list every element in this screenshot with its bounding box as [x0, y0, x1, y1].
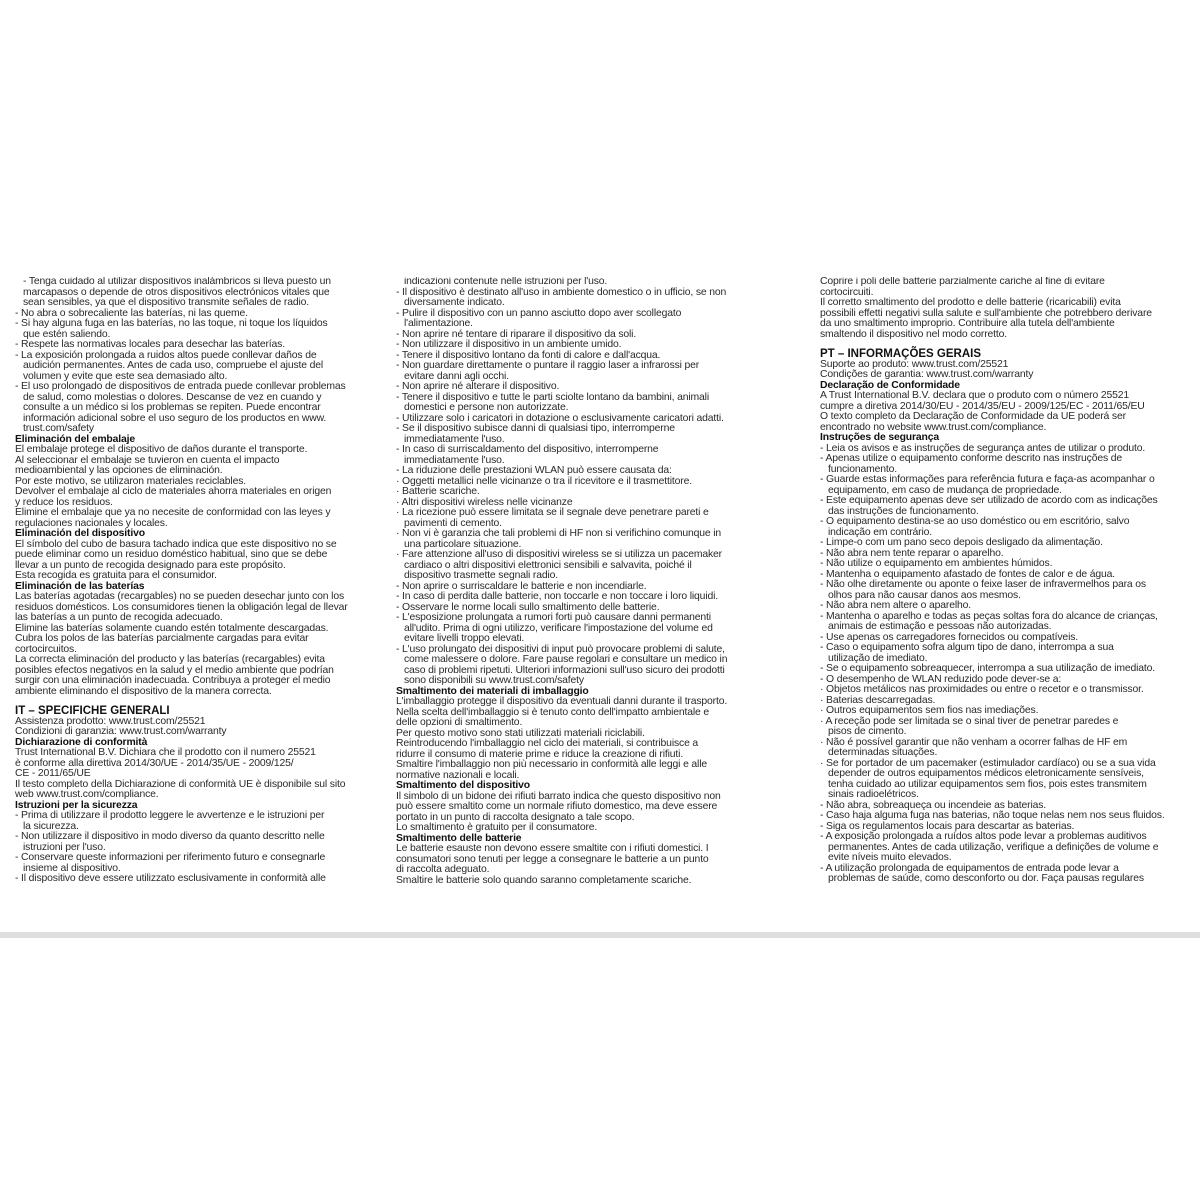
text-line: Il testo completo della Dichiarazione di conformità UE è disponibile sul sito — [15, 778, 346, 790]
text-line: dispositivo trasmette segnali radio. — [404, 570, 559, 581]
text-line: pavimenti di cemento. — [404, 517, 502, 529]
column-it — [396, 277, 771, 886]
text-line: Suporte ao produto: www.trust.com/25521 — [820, 358, 1009, 370]
text-line: - Si hay alguna fuga en las baterías, no las toque, ni toque los líquidos — [15, 318, 328, 329]
text-line: una particolare situazione. — [404, 538, 522, 550]
text-line: Lo smaltimento è gratuito per il consumatore. — [396, 822, 598, 833]
text-line: evitare danni agli occhi. — [404, 370, 509, 382]
text-line: trust.com/safety — [23, 423, 94, 434]
text-line: - Tenere il dispositivo e tutte le parti sciolte lontano da bambini, animali — [396, 391, 710, 403]
text-line: - In caso di perdita dalle batterie, non toccarle e non toccare i loro liquidi. — [396, 591, 718, 602]
text-line: tenha cuidado ao utilizar equipamentos sem fios, pois estes transmitem — [828, 778, 1147, 790]
subsection-heading: Istruzioni per la sicurezza — [15, 799, 138, 811]
text-line: olhos para não causar danos aos mesmos. — [828, 589, 1021, 601]
text-line: surgir con una eliminación inadecuada. Contribuya a proteger el medio — [15, 675, 331, 686]
text-line: audición permanentes. Antes de cada uso, compruebe el ajuste del — [23, 360, 324, 371]
text-line: - Apenas utilize o equipamento conforme descrito nas instruções de — [820, 453, 1122, 464]
text-line: - O desempenho de WLAN reduzido pode dever-se a: — [820, 673, 1062, 685]
text-line: · Se for portador de um pacemaker (estimulador cardíaco) ou se a sua vida — [820, 757, 1156, 769]
text-line: - Respete las normativas locales para desechar las baterías. — [15, 339, 285, 350]
text-line: - Il dispositivo deve essere utilizzato esclusivamente in conformità alle — [15, 873, 326, 884]
bottom-divider — [0, 932, 1200, 938]
text-line: Elimine las baterías solamente cuando estén totalmente descargadas. — [15, 622, 329, 634]
text-line: caso di problemi ripetuti. Ulteriori informazioni sull'uso sicuro dei prodotti — [404, 664, 725, 676]
text-line: - No abra o sobrecaliente las baterías, ni las queme. — [15, 307, 248, 319]
text-line: - In caso di surriscaldamento del dispositivo, interromperne — [396, 444, 659, 455]
text-line: Reintroducendo l'imballaggio nel ciclo dei materiali, si contribuisce a — [396, 738, 699, 749]
text-line: sinais radioelétricos. — [828, 789, 919, 800]
text-line: può essere smaltito come un normale rifiuto domestico, ma deve essere — [396, 801, 718, 812]
text-line: posibles efectos negativos en la salud y el medio ambiente que podrían — [15, 664, 334, 676]
text-line: · A receção pode ser limitada se o sinal tiver de penetrar paredes e — [820, 715, 1119, 727]
text-line: - Não utilize o equipamento em ambientes húmidos. — [820, 558, 1053, 569]
text-line: - Limpe-o com um pano seco depois desligado da alimentação. — [820, 537, 1103, 548]
text-line: das instruções de funcionamento. — [828, 505, 979, 517]
text-line: domestici e persone non autorizzate. — [404, 402, 569, 413]
text-line: - Não abra nem altere o aparelho. — [820, 600, 972, 611]
text-line: problemas de saúde, como desconforto ou dor. Faça pausas regulares — [828, 873, 1144, 884]
text-line: - Siga os regulamentos locais para descartar as baterias. — [820, 820, 1075, 832]
text-line: è conforme alla direttiva 2014/30/UE - 2014/35/UE - 2009/125/ — [15, 757, 294, 769]
text-line: pisos de cimento. — [828, 726, 907, 737]
text-line: funcionamento. — [828, 463, 897, 475]
text-line: Smaltire l'imballaggio non più necessario in conformità alle leggi e alle — [396, 759, 708, 770]
text-line: - Tenga cuidado al utilizar dispositivos inalámbricos si lleva puesto un — [23, 277, 331, 287]
text-line: - Use apenas os carregadores fornecidos ou compatíveis. — [820, 631, 1079, 643]
text-line: portato in un punto di raccolta designato a tale scopo. — [396, 811, 635, 823]
text-line: · Non vi è garanzia che tali problemi di HF non si verifichino comunque in — [396, 528, 722, 539]
text-line: - Prima di utilizzare il prodotto leggere le avvertenze e le istruzioni per — [15, 810, 325, 821]
text-line: l'alimentazione. — [404, 318, 473, 329]
text-line: - Caso o equipamento sofra algum tipo de dano, interrompa a sua — [820, 642, 1114, 653]
text-line: El símbolo del cubo de basura tachado indica que este dispositivo no se — [15, 538, 337, 550]
text-line: sono disponibili su www.trust.com/safety — [404, 675, 584, 686]
subsection-heading: Declaração de Conformidade — [820, 379, 960, 391]
text-line: - A utilização prolongada de equipamentos de entrada pode levar a — [820, 862, 1119, 874]
text-line: - Guarde estas informações para referência futura e faça-as acompanhar o — [820, 474, 1155, 485]
text-line: - Non guardare direttamente o puntare il raggio laser a infrarossi per — [396, 360, 700, 371]
text-line: llevar a un punto de recogida designado para este propósito. — [15, 559, 286, 571]
text-line: consulte a un médico si los problemas se repiten. Puede encontrar — [23, 402, 321, 413]
text-line: - Osservare le norme locali sullo smaltimento delle batterie. — [396, 601, 660, 613]
text-line: Devolver el embalaje al ciclo de materiales ahorra materiales en origen — [15, 486, 332, 497]
text-line: Condições de garantia: www.trust.com/warranty — [820, 369, 1034, 380]
text-line: indicazioni contenute nelle istruzioni per l'uso. — [404, 277, 608, 287]
text-line: possibili effetti negativi sulla salute e sull'ambiente che potrebbero derivare — [820, 307, 1152, 319]
text-line: marcapasos o depende de otros dispositivos electrónicos vitales que — [23, 286, 330, 298]
text-line: Assistenza prodotto: www.trust.com/25521 — [15, 715, 206, 727]
text-line: - Não olhe diretamente ou aponte o feixe laser de infravermelhos para os — [820, 579, 1146, 590]
text-line: - La exposición prolongada a ruidos altos puede conllevar daños de — [15, 349, 317, 361]
text-line: - Non utilizzare il dispositivo in modo diverso da quanto descritto nelle — [15, 831, 325, 842]
text-line: - Se o equipamento sobreaquecer, interrompa a sua utilização de imediato. — [820, 663, 1156, 674]
text-line: - Il dispositivo è destinato all'uso in ambiente domestico o in ufficio, se non — [396, 286, 727, 298]
text-line: - Non utilizzare il dispositivo in un ambiente umido. — [396, 339, 622, 350]
column-es-it — [15, 277, 390, 885]
text-line: · Batterie scariche. — [396, 486, 480, 497]
text-line: - L'esposizione prolungata a rumori forti può causare danni permanenti — [396, 612, 711, 623]
text-line: puede eliminar como un residuo doméstico habitual, sino que se debe — [15, 549, 328, 560]
text-line: animais de estimação e pessoas não autorizadas. — [828, 621, 1052, 632]
text-line: Smaltire le batterie solo quando saranno completamente scariche. — [396, 874, 692, 886]
text-line: web www.trust.com/compliance. — [15, 789, 159, 800]
text-line: - Non aprire o surriscaldare le batterie e non incendiarle. — [396, 580, 647, 592]
column-it-pt — [820, 277, 1195, 885]
text-line: cardiaco o altri dispositivi elettronici sensibili e salvavita, poiché il — [404, 559, 692, 571]
text-line: cortocircuitos. — [15, 643, 77, 655]
text-line: insieme al dispositivo. — [23, 862, 121, 874]
subsection-heading: Smaltimento dei materiali di imballaggio — [396, 685, 589, 697]
text-line: - Mantenha o equipamento afastado de fontes de calor e de água. — [820, 568, 1115, 580]
text-line: las baterías a un punto de recogida adecuado. — [15, 612, 223, 623]
text-line: información adicional sobre el uso seguro de los productos en www. — [23, 412, 327, 424]
text-line: Condizioni di garanzia: www.trust.com/warranty — [15, 726, 227, 737]
text-line: - L'uso prolungato dei dispositivi di input può provocare problemi di salute, — [396, 643, 725, 655]
text-line: Le batterie esauste non devono essere smaltite con i rifiuti domestici. I — [396, 843, 709, 854]
text-line: da uno smaltimento improprio. Contribuire alla tutela dell'ambiente — [820, 318, 1115, 329]
text-line: · Não é possível garantir que não venham a ocorrer falhas de HF em — [820, 736, 1128, 748]
section-heading: IT – SPECIFICHE GENERALI — [15, 705, 170, 717]
subsection-heading: Eliminación de las baterías — [15, 580, 145, 592]
text-line: - Não abra, sobreaqueça ou incendeie as baterias. — [820, 799, 1047, 811]
text-line: la sicurezza. — [23, 820, 79, 832]
text-line: CE - 2011/65/UE — [15, 768, 91, 779]
text-line: Elimine el embalaje que ya no necesite de conformidad con las leyes y — [15, 507, 331, 518]
text-line: cortocircuiti. — [820, 286, 874, 298]
text-line: de salud, como molestias o dolores. Descanse de vez en cuando y — [23, 391, 322, 403]
text-line: come malessere o dolore. Fare pause regolari e consultare un medico in — [404, 654, 728, 665]
text-line: · Oggetti metallici nelle vicinanze o tra il ricevitore e il trasmettitore. — [396, 475, 692, 487]
text-line: - Tenere il dispositivo lontano da fonti di calore e dall'acqua. — [396, 349, 661, 361]
text-line: · Objetos metálicos nas proximidades ou entre o recetor e o transmissor. — [820, 684, 1144, 695]
text-line: Trust International B.V. Dichiara che il prodotto con il numero 25521 — [15, 747, 316, 758]
text-line: - Mantenha o aparelho e todas as peças soltas fora do alcance de crianças, — [820, 610, 1158, 622]
text-line: permanentes. Antes de cada utilização, verifique a definições de volume e — [828, 841, 1159, 853]
text-line: · Fare attenzione all'uso di dispositivi wireless se si utilizza un pacemaker — [396, 549, 722, 560]
subsection-heading: Eliminación del dispositivo — [15, 528, 145, 539]
text-line: Il simbolo di un bidone dei rifiuti barrato indica che questo dispositivo non — [396, 790, 721, 802]
text-line: L'imballaggio protegge il dispositivo da eventuali danni durante il trasporto. — [396, 696, 728, 707]
text-line: - Pulire il dispositivo con un panno asciutto dopo aver scollegato — [396, 307, 682, 319]
text-line: sean sensibles, ya que el dispositivo transmite señales de radio. — [23, 297, 309, 308]
text-line: - Non aprire né tentare di riparare il dispositivo da soli. — [396, 328, 637, 340]
text-line: Las baterías agotadas (recargables) no se pueden desechar junto con los — [15, 591, 344, 602]
subsection-heading: Eliminación del embalaje — [15, 433, 135, 445]
text-line: El embalaje protege el dispositivo de daños durante el transporte. — [15, 444, 308, 455]
subsection-heading: Smaltimento del dispositivo — [396, 780, 530, 791]
text-line: equipamento, em caso de mudança de propriedade. — [828, 484, 1062, 496]
text-line: residuos domésticos. Los consumidores tienen la obligación legal de llevar — [15, 601, 348, 613]
text-line: ridurre il consumo di materie prime e riduce la creazione di rifiuti. — [396, 748, 684, 760]
text-line: Nella scelta dell'imballaggio si è tenuto conto dell'impatto ambientale e — [396, 706, 710, 718]
text-line: que estén saliendo. — [23, 328, 111, 340]
subsection-heading: Instruções de segurança — [820, 432, 939, 443]
text-line: cumpre a diretiva 2014/30/EU - 2014/35/EU - 2009/125/EC - 2011/65/EU — [820, 400, 1145, 412]
text-line: - Conservare queste informazioni per riferimento futuro e consegnarle — [15, 852, 326, 863]
text-line: determinadas situações. — [828, 747, 938, 758]
text-line: Per questo motivo sono stati utilizzati materiali riciclabili. — [396, 727, 645, 739]
text-line: regulaciones nacionales y locales. — [15, 517, 168, 529]
text-line: immediatamente l'uso. — [404, 433, 505, 445]
text-line: - O equipamento destina-se ao uso doméstico ou em escritório, salvo — [820, 516, 1130, 527]
text-line: evite níveis muito elevados. — [828, 852, 952, 863]
text-line: - A exposição prolongada a ruídos altos pode levar a problemas auditivos — [820, 831, 1147, 842]
text-line: · La ricezione può essere limitata se il segnale deve penetrare pareti e — [396, 507, 709, 518]
text-line: La correcta eliminación del producto y las baterías (recargables) evita — [15, 654, 325, 665]
text-line: · Altri dispositivi wireless nelle vicinanze — [396, 496, 573, 508]
text-line: medioambiental y las opciones de eliminación. — [15, 465, 223, 476]
text-line: encontrado no website www.trust.com/compliance. — [820, 421, 1047, 433]
text-line: istruzioni per l'uso. — [23, 841, 106, 853]
text-line: utilização de imediato. — [828, 652, 928, 664]
text-line: Coprire i poli delle batterie parzialmente cariche al fine di evitare — [820, 277, 1105, 287]
text-line: consumatori sono tenuti per legge a consegnare le batterie a un punto — [396, 853, 709, 865]
text-line: evitare livelli troppo elevati. — [404, 633, 525, 644]
text-line: normative nazionali e locali. — [396, 769, 520, 781]
text-line: smaltendo il dispositivo nel modo corretto. — [820, 328, 1008, 340]
subsection-heading: Dichiarazione di conformità — [15, 736, 148, 748]
text-line: - La riduzione delle prestazioni WLAN può essere causata da: — [396, 465, 672, 476]
text-line: ambiente eliminando el dispositivo de la manera correcta. — [15, 685, 272, 697]
text-line: - El uso prolongado de dispositivos de entrada puede conllevar problemas — [15, 381, 346, 392]
text-line: depender de outros equipamentos médicos eletronicamente sensíveis, — [828, 768, 1144, 779]
text-line: - Não abra nem tente reparar o aparelho. — [820, 547, 1004, 559]
text-line: O texto completo da Declaração de Conformidade da UE poderá ser — [820, 411, 1126, 422]
text-line: di raccolta adeguato. — [396, 864, 490, 875]
text-line: - Leia os avisos e as instruções de segurança antes de utilizar o produto. — [820, 442, 1146, 454]
text-line: Por este motivo, se utilizaron materiales reciclables. — [15, 475, 246, 487]
text-line: Esta recogida es gratuita para el consumidor. — [15, 570, 217, 581]
text-line: volumen y evite que este sea demasiado alto. — [23, 370, 228, 382]
text-line: A Trust International B.V. declara que o produto com o número 25521 — [820, 390, 1129, 401]
text-line: · Outros equipamentos sem fios nas imediações. — [820, 705, 1039, 716]
text-line: immediatamente l'uso. — [404, 454, 505, 466]
text-line: - Non aprire né alterare il dispositivo. — [396, 381, 560, 392]
subsection-heading: Smaltimento delle batterie — [396, 832, 522, 844]
text-line: indicação em contrário. — [828, 526, 932, 538]
text-line: - Este equipamento apenas deve ser utilizado de acordo com as indicações — [820, 495, 1158, 506]
text-line: diversamente indicato. — [404, 297, 505, 308]
text-line: Cubra los polos de las baterías parcialmente cargadas para evitar — [15, 633, 309, 644]
text-line: - Utilizzare solo i caricatori in dotazione o esclusivamente caricatori adatti. — [396, 412, 724, 424]
section-heading: PT – INFORMAÇÕES GERAIS — [820, 348, 982, 360]
text-line: Il corretto smaltimento del prodotto e delle batterie (ricaricabili) evita — [820, 297, 1121, 308]
text-line: - Caso haja alguma fuga nas baterias, não toque nelas nem nos seus fluidos. — [820, 810, 1165, 821]
text-line: delle opzioni di smaltimento. — [396, 717, 523, 728]
text-line: y reduce los residuos. — [15, 496, 113, 508]
text-line: · Baterias descarregadas. — [820, 694, 936, 706]
text-line: all'udito. Prima di ogni utilizzo, verificare l'impostazione del volume ed — [404, 622, 713, 634]
text-line: Al seleccionar el embalaje se tuvieron en cuenta el impacto — [15, 454, 280, 466]
text-line: - Se il dispositivo subisce danni di qualsiasi tipo, interromperne — [396, 423, 675, 434]
